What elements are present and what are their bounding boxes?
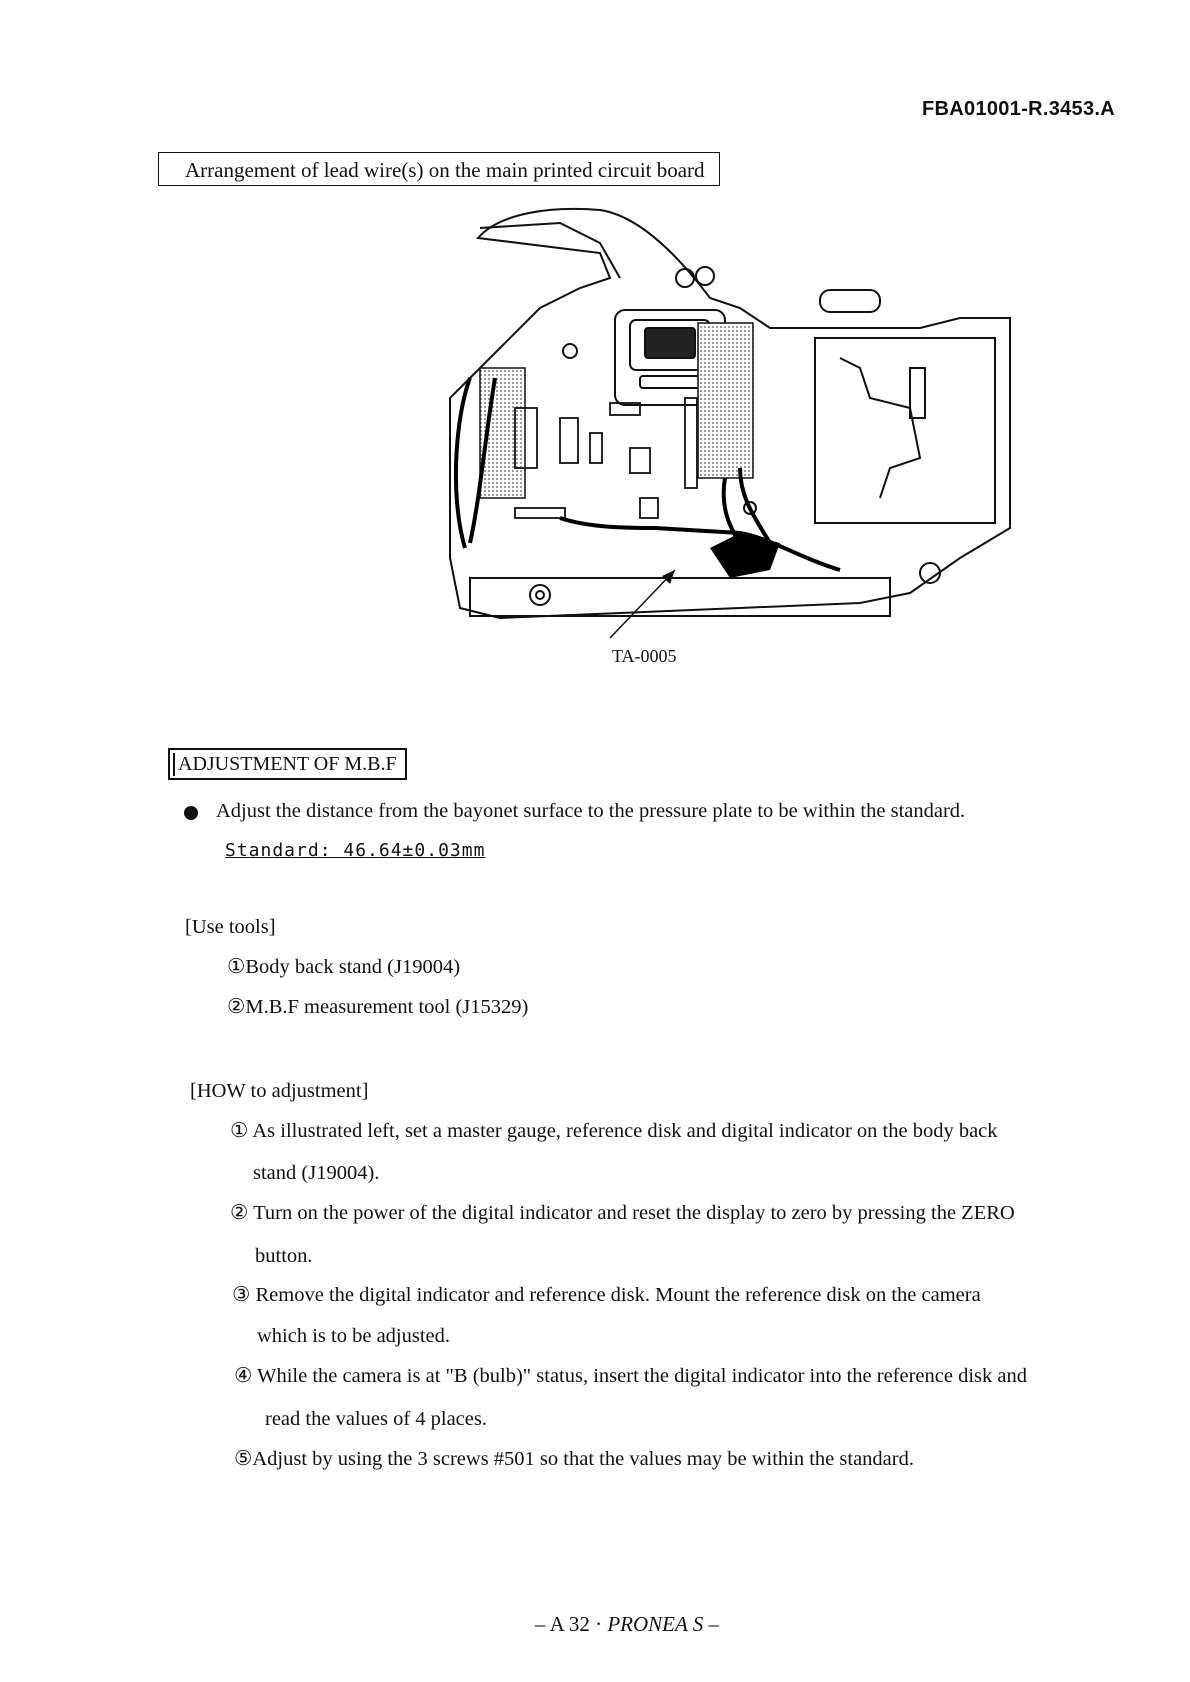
use-tools-heading: [Use tools] [185,916,276,938]
model-name: PRONEA S – [607,1612,719,1636]
standard-value: Standard: 46.64±0.03mm [225,840,486,861]
step-line: ④ While the camera is at "B (bulb)" status, insert the digital indicator into the reference disk and [234,1365,1027,1387]
step-line-cont: stand (J19004). [253,1162,380,1184]
page-footer [535,1612,719,1637]
tool-item: ①Body back stand (J19004) [227,956,461,978]
document-code: FBA01001-R.3453.A [922,98,1115,120]
section-title-mbf [168,748,407,780]
adjust-instruction: Adjust the distance from the bayonet surface to the pressure plate to be within the standard. [216,800,966,822]
bullet-icon [184,806,198,820]
page-number: – A 32 · [535,1612,603,1636]
section-title-mbf-text: ADJUSTMENT OF M.B.F [173,753,397,776]
howto-heading: [HOW to adjustment] [190,1080,369,1102]
step-line-cont: which is to be adjusted. [257,1325,451,1347]
section-title-lead-wire: Arrangement of lead wire(s) on the main printed circuit board [158,152,720,186]
tool-item: ②M.B.F measurement tool (J15329) [227,996,529,1018]
step-line: ② Turn on the power of the digital indicator and reset the display to zero by pressing the ZERO [230,1202,1015,1224]
camera-circuit-illustration [440,198,1015,643]
step-line: ③ Remove the digital indicator and reference disk. Mount the reference disk on the camera [232,1284,981,1306]
step-line: ⑤Adjust by using the 3 screws #501 so that the values may be within the standard. [234,1448,914,1470]
step-line-cont: button. [255,1245,313,1267]
step-line-cont: read the values of 4 places. [265,1408,487,1430]
step-line: ① As illustrated left, set a master gauge, reference disk and digital indicator on the body back [230,1120,998,1142]
figure-label: TA-0005 [612,646,677,666]
